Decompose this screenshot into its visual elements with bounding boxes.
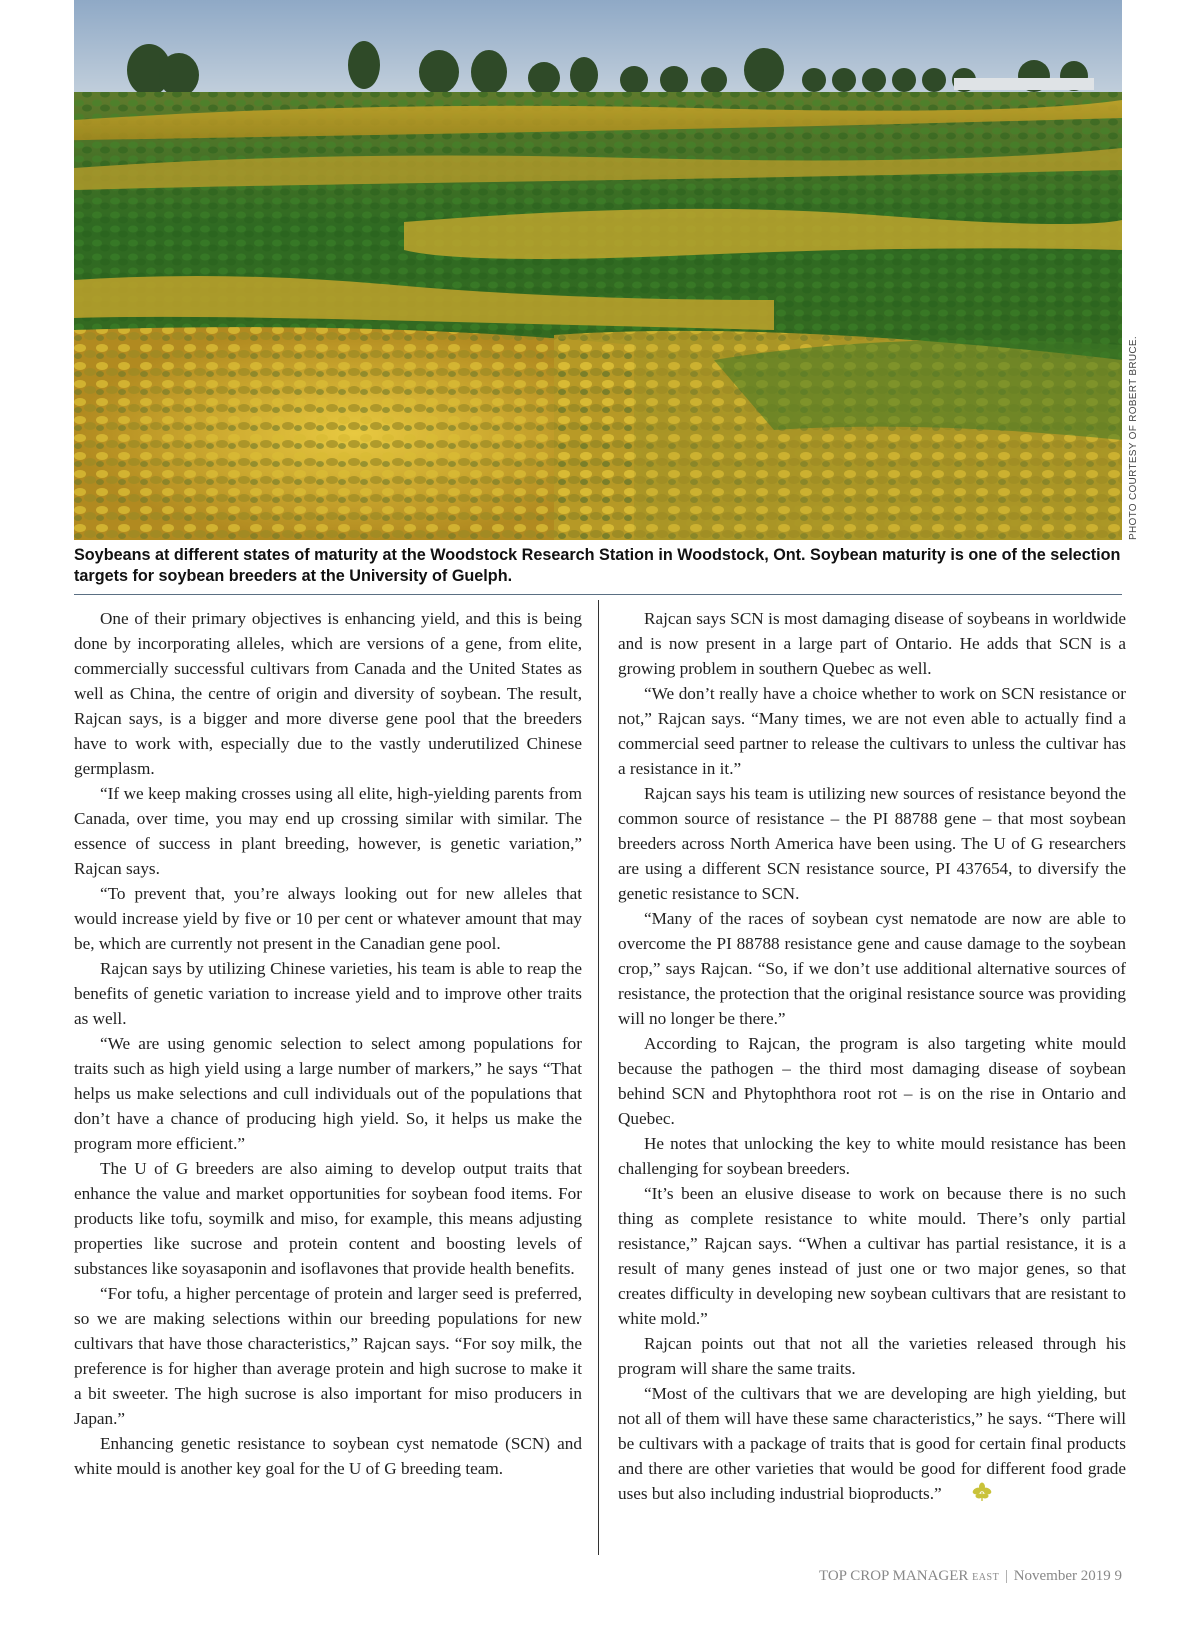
page-footer: [819, 1568, 1122, 1585]
photo-credit: PHOTO COURTESY OF ROBERT BRUCE.: [1128, 336, 1139, 540]
paragraph: One of their primary objectives is enhancing yield, and this is being done by incorporating alleles, which are versions of a gene, from elite, commercially successful cultivars from Canada and the United States as well as China, the centre of origin and diversity of soybean. The result, Rajcan says, is a bigger and more diverse gene pool that the breeders have to work with, especially due to the vastly underutilized Chinese germplasm.: [74, 609, 582, 778]
magazine-name: TOP CROP MANAGER: [818, 1568, 969, 1584]
paragraph: Rajcan says by utilizing Chinese varieties, his team is able to reap the benefits of genetic variation to increase yield and to improve other traits as well.: [74, 959, 582, 1028]
paragraph: Enhancing genetic resistance to soybean cyst nematode (SCN) and white mould is another key goal for the U of G breeding team.: [74, 1434, 582, 1478]
paragraph: Rajcan says SCN is most damaging disease of soybeans in worldwide and is now present in a large part of Ontario. He adds that SCN is a growing problem in southern Quebec as well.: [618, 609, 1126, 678]
paragraph: “It’s been an elusive disease to work on because there is no such thing as complete resistance to white mould. There’s only partial resistance,” Rajcan says. “When a cultivar has partial resistance, it is a result of many genes instead of just one or two major genes, so that creates difficulty in developing new soybean cultivars that are resistant to white mold.”: [618, 1184, 1126, 1328]
article-column-left: [74, 606, 582, 1481]
leaf-endmark-icon: [946, 1482, 966, 1502]
photo-caption: Soybeans at different states of maturity at the Woodstock Research Station in Woodstock, Ont. Soybean maturity is one of the selection targets for soybean breeders at the University of Guelph.: [74, 546, 1121, 585]
paragraph-last: [618, 1381, 1126, 1506]
paragraph: The U of G breeders are also aiming to develop output traits that enhance the value and market opportunities for soybean food items. For products like tofu, soymilk and miso, for example, this means adjusting properties like sucrose and protein content and boosting levels of substances like soyasaponin and isoflavones that provide health benefits.: [74, 1159, 582, 1278]
soybean-field-photo: [74, 0, 1122, 540]
paragraph: “We are using genomic selection to select among populations for traits such as high yield using a large number of markers,” he says “That helps us make selections and cull individuals out of the populations that don’t have a chance of producing high yield. So, it helps us make the program more efficient.”: [74, 1034, 582, 1153]
paragraph: “If we keep making crosses using all elite, high-yielding parents from Canada, over time, you may end up crossing similar with similar. The essence of success in plant breeding, however, is genetic variation,” Rajcan says.: [74, 784, 582, 878]
paragraph: “We don’t really have a choice whether to work on SCN resistance or not,” Rajcan says. “Many times, we are not even able to actually find a commercial seed partner to release the cultivars to unless the cultivar has a resistance in it.”: [618, 684, 1126, 778]
paragraph: Rajcan points out that not all the varieties released through his program will share the same traits.: [618, 1334, 1126, 1378]
paragraph: He notes that unlocking the key to white mould resistance has been challenging for soybean breeders.: [618, 1134, 1126, 1178]
magazine-edition: EAST: [972, 1572, 1000, 1583]
paragraph: “To prevent that, you’re always looking out for new alleles that would increase yield by five or 10 per cent or whatever amount that may be, which are currently not present in the Canadian gene pool.: [74, 884, 582, 953]
footer-separator: |: [1004, 1568, 1008, 1584]
article-column-right: [618, 606, 1126, 1506]
issue-date-page: November 2019 9: [1013, 1568, 1122, 1584]
paragraph: “For tofu, a higher percentage of protein and larger seed is preferred, so we are making selections within our breeding populations for new cultivars that have those characteristics,” Rajcan says. “For soy milk, the preference is for higher than average protein and high sucrose to make it a bit sweeter. The high sucrose is also important for miso producers in Japan.”: [74, 1284, 582, 1428]
paragraph: “Many of the races of soybean cyst nematode are now are able to overcome the PI 88788 resistance gene and cause damage to the soybean crop,” says Rajcan. “So, if we don’t use additional alternative sources of resistance, the protection that the original resistance source was providing will no longer be there.”: [618, 909, 1126, 1028]
paragraph: Rajcan says his team is utilizing new sources of resistance beyond the common source of resistance – the PI 88788 gene – that most soybean breeders across North America have been using. The U of G researchers are using a different SCN resistance source, PI 437654, to diversify the genetic resistance to SCN.: [618, 784, 1126, 903]
paragraph-last-text: “Most of the cultivars that we are developing are high yielding, but not all of them will have these same characteristics,” he says. “There will be cultivars with a package of traits that is good for certain final products and there are other varieties that would be good for different food grade uses but also including industrial bioproducts.”: [618, 1384, 1126, 1503]
column-divider: [598, 600, 599, 1555]
caption-rule: [74, 594, 1122, 595]
paragraph: According to Rajcan, the program is also targeting white mould because the pathogen – the third most damaging disease of soybean behind SCN and Phytophthora root rot – is on the rise in Ontario and Quebec.: [618, 1034, 1126, 1128]
